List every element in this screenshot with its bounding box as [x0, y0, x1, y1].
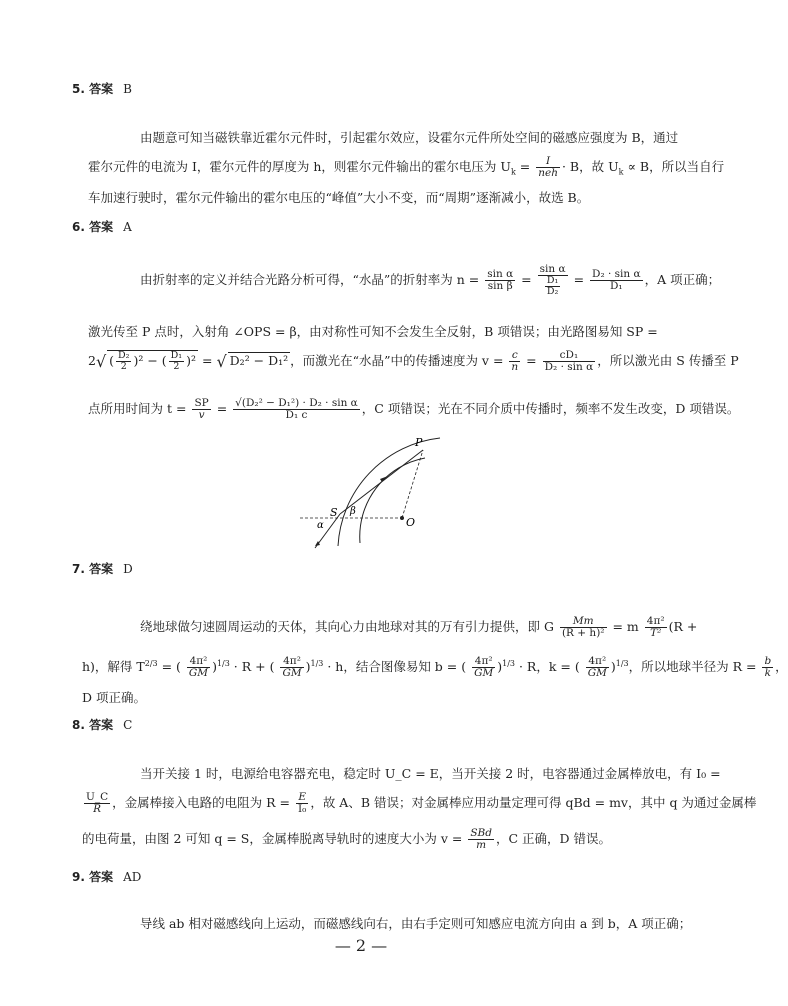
q6-line1: 由折射率的定义并结合光路分析可得，“水晶”的折射率为 n = $\frac{\text{sin α}}{\text{sin β}}$ = $\frac{\text{sin α}}{\frac{\text{D₁}}{\text{D₂}}}$ = $\frac{\text{D₂ · sin α}}{\text{D₁}}$ ，A 项正确；	[140, 263, 721, 297]
q7-line2: h)，解得 $T^{2/3}$ = ( $\frac{\text{4π²}}{GM}$ )$^{1/3}$ · R + ( $\frac{\text{4π²}}{GM}$ )$^{1/3}$ · h，结合图像易知 b = ( $\frac{\text{4π²}}{GM}$ )$^{1/3}$ · R，k = ( $\frac{\text{4π²}}{GM}$ )$^{1/3}$，所以地球半径为 R = $\frac{b}{k}$ ，	[82, 655, 788, 680]
q7-line1: 绕地球做匀速圆周运动的天体，其向心力由地球对其的万有引力提供，即 G $\frac{Mm}{\text{(R + h)²}}$ = m $\frac{\text{4π²}}{\text{T²}}$ (R +	[140, 615, 698, 640]
q6-optical-diagram	[290, 428, 450, 558]
q5-line2: 霍尔元件的电流为 I，霍尔元件的厚度为 h，则霍尔元件输出的霍尔电压为 $U_k$ = $\frac{I}{\text{neh}}$ · B，故 $U_k \propto B$，所以当自行	[88, 155, 725, 180]
q9-heading	[72, 868, 141, 885]
label-P: P	[415, 436, 423, 449]
q9-answer: AD	[123, 870, 142, 884]
q5-line3: 车加速行驶时，霍尔元件输出的霍尔电压的“峰值”大小不变，而“周期”逐渐减小，故选 B。	[88, 190, 590, 205]
label-O: O	[406, 516, 416, 529]
q7-answer: D	[123, 562, 133, 576]
label-S: S	[330, 506, 338, 519]
q8-label: 8. 答案	[72, 718, 114, 732]
q8-line3: 的电荷量，由图 2 可知 q = S，金属棒脱离导轨时的速度大小为 v = $\frac{\text{SBd}}{m}$ ，C 正确，D 错误。	[82, 827, 612, 852]
q9-line1: 导线 ab 相对磁感线向上运动，而磁感线向右，由右手定则可知感应电流方向由 a 到 b，A 项正确；	[140, 916, 692, 931]
q6-heading	[72, 218, 132, 235]
q6-line2: 激光传至 P 点时，入射角 ∠OPS = β，由对称性可知不会发生全反射，B 项错误；由光路图易知 SP =	[88, 324, 658, 339]
q8-answer: C	[123, 718, 133, 732]
q8-heading	[72, 716, 132, 733]
q5-heading	[72, 80, 132, 97]
outer-arc	[338, 438, 440, 546]
q6-answer: A	[123, 220, 132, 234]
label-alpha: α	[317, 520, 324, 531]
label-beta: β	[350, 506, 356, 517]
q7-line3: D 项正确。	[82, 690, 146, 705]
q8-line1: 当开关接 1 时，电源给电容器充电，稳定时 U_C = E，当开关接 2 时，电容器通过金属棒放电，有 I₀ =	[140, 766, 721, 781]
q7-label: 7. 答案	[72, 562, 114, 576]
q5-label: 5. 答案	[72, 82, 114, 96]
q6-label: 6. 答案	[72, 220, 114, 234]
q8-line2: $\frac{U\_C}{R}$ ，金属棒接入电路的电阻为 R = $\frac{E}{\text{I₀}}$ ，故 A、B 错误；对金属棒应用动量定理可得 qBd = mv，其中 q 为通过金属棒	[86, 791, 757, 816]
q6-line3: 2√ ( $\frac{\text{D₂}}{2}$ )² − ( $\frac{\text{D₁}}{2}$ )² = √ D₂² − D₁² ，而激光在“水晶”中的传播速度为 v = $\frac{c}{n}$ = $\frac{\text{cD₁}}{\text{D₂ · sin α}}$ ，所以激光由 S 传播至 P	[88, 349, 739, 374]
q7-heading	[72, 560, 133, 577]
page-number: — 2 —	[334, 936, 388, 955]
q9-label: 9. 答案	[72, 870, 114, 884]
q6-line4: 点所用时间为 t = $\frac{SP}{v}$ = $\frac{\text{√(D₂² − D₁²) · D₂ · sin α}}{\text{D₁ c}}$ ，C 项错误；光在不同介质中传播时，频率不发生改变，D 项错误。	[88, 397, 740, 422]
inner-arc	[360, 458, 425, 543]
q5-answer: B	[123, 82, 132, 96]
q5-line1: 由题意可知当磁铁靠近霍尔元件时，引起霍尔效应，设霍尔元件所处空间的磁感应强度为 B，通过	[140, 130, 679, 145]
